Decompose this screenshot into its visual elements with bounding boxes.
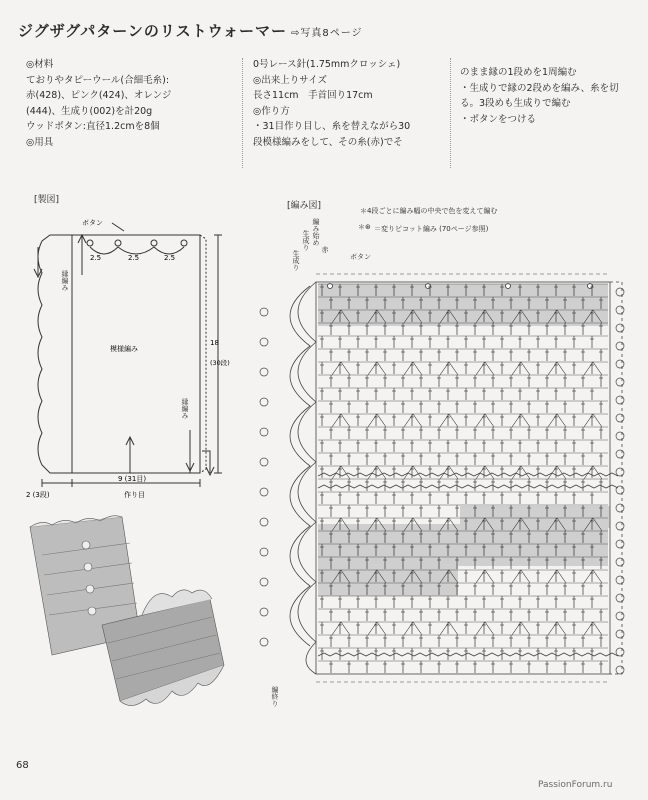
- materials-line: ウッドボタン:直径1.2cmを8個: [26, 121, 160, 132]
- page-number: 68: [16, 760, 29, 771]
- seizu-header: [製図]: [34, 195, 60, 205]
- materials-line: (444)、生成り(002)を計20g: [26, 105, 153, 117]
- materials-line: ◎用具: [26, 136, 54, 148]
- instructions-line: ・生成りで縁の2段めを編み、糸を切: [460, 82, 619, 94]
- amizu-label-white: 生成り: [302, 230, 310, 251]
- watermark-text: PassionForum.ru: [538, 780, 613, 790]
- seizu-rows: (30段): [210, 359, 230, 367]
- amizu-label-start: 編み始め: [312, 218, 320, 246]
- instructions-line: ・ボタンをつける: [460, 113, 537, 125]
- seizu-width: 9 (31目): [118, 475, 147, 483]
- column-divider: [450, 58, 451, 168]
- seizu-dim-1: 2.5: [90, 254, 102, 262]
- seizu-dim-2: 2.5: [128, 254, 140, 262]
- instructions-line: のまま縁の1段めを1周編む: [460, 67, 577, 78]
- stitch-rows: [316, 274, 610, 682]
- seizu-dim-3: 2.5: [164, 254, 176, 262]
- instructions-line: ・31目作り目し、糸を替えながら30: [253, 121, 411, 132]
- materials-column: [26, 57, 171, 150]
- instructions-line: る。3段めも生成りで編む: [460, 98, 571, 109]
- seizu-body-outline: [72, 235, 200, 473]
- instructions-line: ◎作り方: [253, 105, 290, 117]
- amizu-label-red: 赤: [321, 246, 329, 253]
- right-edge: [200, 235, 206, 473]
- column-divider: [242, 58, 243, 168]
- picot-symbol-icon: ＊⊛: [358, 223, 371, 231]
- stitch-chart: [250, 262, 635, 692]
- seizu-pattern-label: 模様編み: [110, 345, 138, 353]
- materials-line: ておりやタピーウール(合細毛糸):: [26, 74, 170, 86]
- amizu-button-label: ボタン: [350, 253, 371, 261]
- materials-line: 赤(428)、ピンク(424)、オレンジ: [26, 90, 172, 101]
- amizu-note-2: ＝変りピコット編み (70ページ参照): [374, 225, 489, 233]
- seizu-start-label: 作り目: [124, 491, 145, 499]
- amizu-label-white-2: 生成り: [292, 250, 300, 271]
- seizu-edge-right-label: 縁編み: [181, 398, 189, 419]
- instructions-column: [253, 57, 410, 150]
- amizu-note-1: ＊4段ごとに編み幅の中央で色を変えて編む: [360, 207, 498, 215]
- instructions-line: ◎出来上りサイズ: [253, 74, 328, 86]
- amizu-header: [編み図]: [287, 201, 322, 211]
- materials-line: ◎材料: [26, 59, 54, 70]
- page-title: [18, 20, 363, 41]
- instructions-line: 長さ11cm 手首回り17cm: [253, 90, 373, 101]
- seizu-button-label: ボタン: [82, 219, 103, 227]
- wristwarmer-photo: [22, 515, 227, 715]
- seizu-diagram: [20, 205, 240, 505]
- seizu-height: 18: [210, 339, 219, 347]
- instructions-line: 0号レース針(1.75mmクロッシェ): [253, 59, 401, 70]
- seizu-edge-width: 2 (3段): [26, 491, 50, 499]
- amizu-end-label: 編終り: [271, 686, 279, 707]
- photo-reference: ⇨写真8ページ: [291, 28, 363, 39]
- seizu-edge-left-label: 縁編み: [61, 270, 69, 291]
- title-text: ジグザグパターンのリストウォーマー: [18, 22, 288, 40]
- instructions-line: 段模様編みをして、その糸(赤)でそ: [253, 136, 403, 148]
- instructions-column-2: [460, 65, 619, 127]
